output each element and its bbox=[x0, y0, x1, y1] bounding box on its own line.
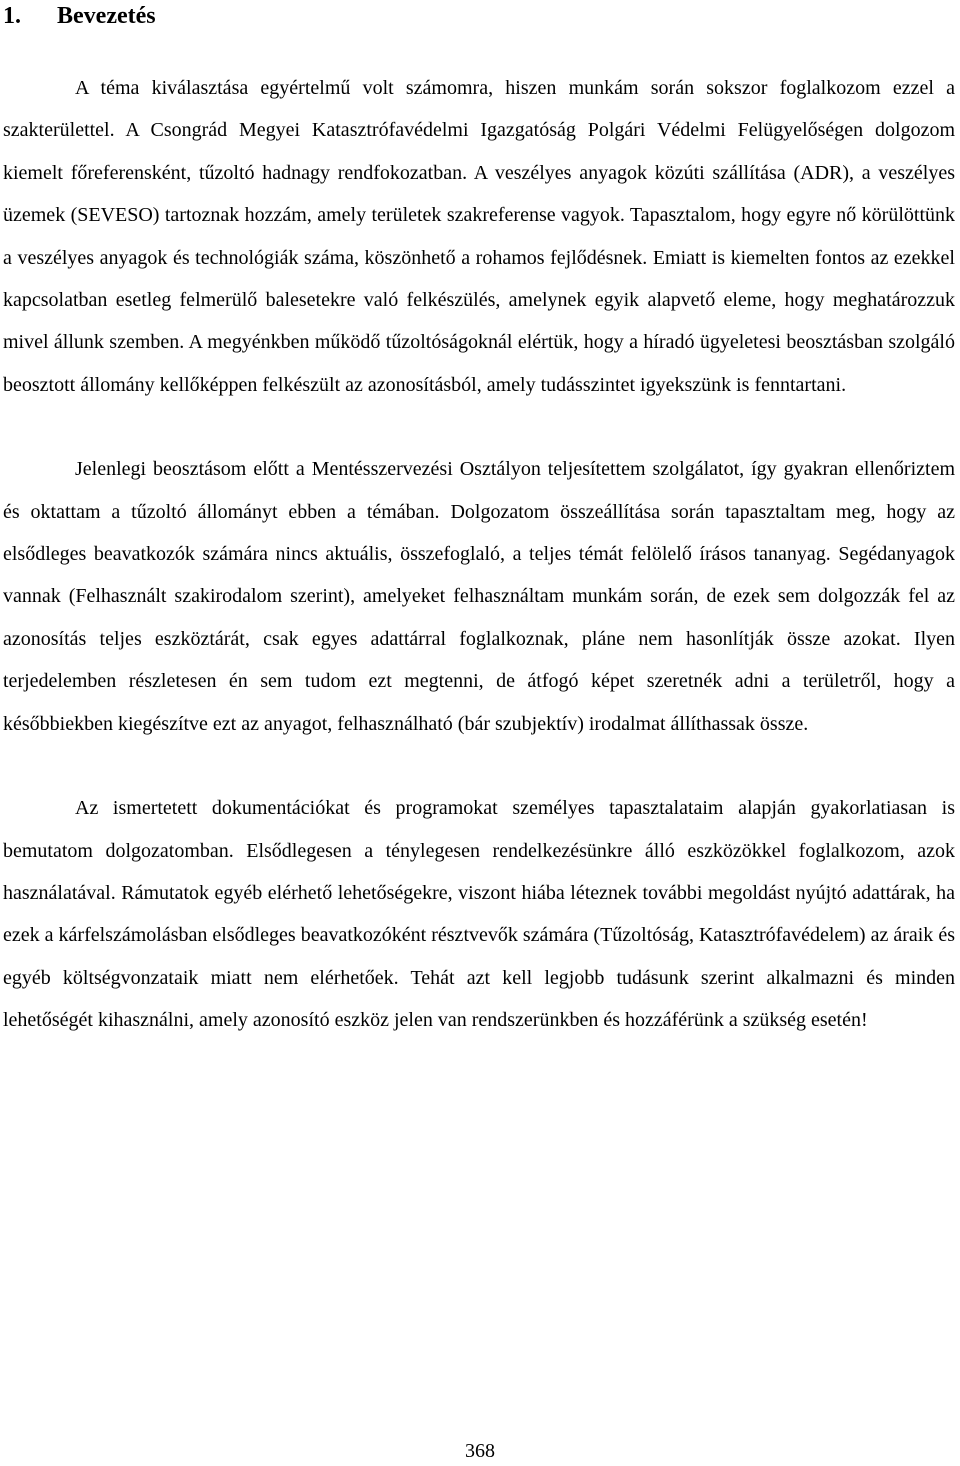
paragraph-1: A téma kiválasztása egyértelmű volt számomra, hiszen munkám során sokszor foglalkozom ezzel a szakterülettel. A Csongrád Megyei Katasztrófavédelmi Igazgatóság Polgári Védelmi Felügyelőségen dolgozom kiemelt főreferensként, tűzoltó hadnagy rendfokozatban. A veszélyes anyagok közúti szállítása (ADR), a veszélyes üzemek (SEVESO) tartoznak hozzám, amely területek szakreferense vagyok. Tapasztalom, hogy egyre nő körülöttünk a veszélyes anyagok és technológiák száma, köszönhető a rohamos fejlődésnek. Emiatt is kiemelten fontos az ezekkel kapcsolatban esetleg felmerülő balesetekre való felkészülés, amelynek egyik alapvető eleme, hogy meghatározzuk mivel állunk szemben. A megyénkben működő tűzoltóságoknál elértük, hogy a híradó ügyeletesi beosztásban szolgáló beosztott állomány kellőképpen felkészült az azonosításból, amely tudásszintet igyekszünk is fenntartani. bbox=[3, 77, 955, 396]
page-number: 368 bbox=[465, 1440, 495, 1462]
section-number: 1. bbox=[3, 3, 21, 29]
section-title: Bevezetés bbox=[57, 3, 156, 29]
section-heading bbox=[3, 0, 955, 32]
paragraph-2: Jelenlegi beosztásom előtt a Mentésszervezési Osztályon teljesítettem szolgálatot, így gyakran ellenőriztem és oktattam a tűzoltó állományt ebben a témában. Dolgozatom összeállítása során tapasztaltam meg, hogy az elsődleges beavatkozók számára nincs aktuális, összefoglaló, a teljes témát felölelő írásos tananyag. Segédanyagok vannak (Felhasznált szakirodalom szerint), amelyeket felhasználtam munkám során, de ezek sem dolgozzák fel az azonosítás teljes eszköztárát, csak egyes adattárral foglalkoznak, pláne nem hasonlítják össze azokat. Ilyen terjedelemben részletesen én sem tudom ezt megtenni, de átfogó képet szeretnék adni a területről, hogy a későbbiekben kiegészítve ezt az anyagot, felhasználható (bár szubjektív) irodalmat állíthassak össze. bbox=[3, 458, 955, 735]
paragraph-3: Az ismertetett dokumentációkat és programokat személyes tapasztalataim alapján gyakorlatiasan is bemutatom dolgozatomban. Elsődlegesen a ténylegesen rendelkezésünkre álló eszközökkel foglalkozom, azok használatával. Rámutatok egyéb elérhető lehetőségekre, viszont hiába léteznek további megoldást nyújtó adattárak, ha ezek a kárfelszámolásban elsődleges beavatkozóként résztvevők számára (Tűzoltóság, Katasztrófavédelem) az áraik és egyéb költségvonzataik miatt nem elérhetőek. Tehát azt kell legjobb tudásunk szerint alkalmazni és minden lehetőségét kihasználni, amely azonosító eszköz jelen van rendszerünkben és hozzáférünk a szükség esetén! bbox=[3, 797, 955, 1032]
document-page bbox=[3, 0, 955, 1042]
